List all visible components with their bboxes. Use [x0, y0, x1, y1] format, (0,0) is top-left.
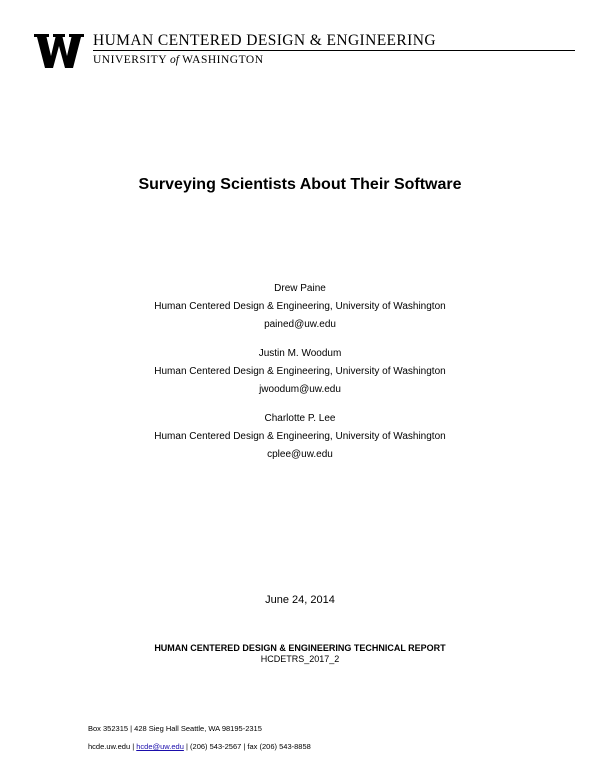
report-series	[0, 643, 600, 665]
footer-phone-fax: | (206) 543-2567 | fax (206) 543-8858	[183, 742, 311, 751]
footer-contact-line	[88, 738, 311, 756]
author-affiliation: Human Centered Design & Engineering, University of Washington	[154, 366, 446, 377]
author-email: jwoodum@uw.edu	[259, 384, 341, 395]
footer-email-link[interactable]: hcde@uw.edu	[136, 742, 184, 751]
university-name	[93, 54, 264, 66]
author-block	[0, 345, 600, 399]
footer-separator: |	[130, 742, 137, 751]
university-name-of: of	[169, 54, 179, 66]
author-name: Charlotte P. Lee	[264, 413, 336, 424]
report-series-label: HUMAN CENTERED DESIGN & ENGINEERING TECHNICAL REPORT	[154, 643, 446, 653]
author-affiliation: Human Centered Design & Engineering, University of Washington	[154, 301, 446, 312]
author-email: cplee@uw.edu	[267, 449, 333, 460]
report-number: HCDETRS_2017_2	[260, 654, 340, 664]
report-title: Surveying Scientists About Their Software	[138, 176, 462, 193]
university-name-post: WASHINGTON	[182, 54, 264, 66]
author-email: pained@uw.edu	[264, 319, 336, 330]
author-list	[0, 280, 600, 475]
header-divider	[93, 50, 575, 51]
author-name: Drew Paine	[274, 283, 326, 294]
uw-w-logo	[34, 34, 84, 68]
author-name: Justin M. Woodum	[258, 348, 342, 359]
footer-website: hcde.uw.edu	[88, 742, 131, 751]
footer-address: Box 352315 | 428 Sieg Hall Seattle, WA 98195-2315	[88, 724, 262, 733]
author-block	[0, 410, 600, 464]
report-date: June 24, 2014	[265, 594, 335, 606]
university-name-pre: UNIVERSITY	[93, 54, 167, 66]
department-name: HUMAN CENTERED DESIGN & ENGINEERING	[93, 32, 436, 49]
page-footer	[88, 720, 311, 756]
author-affiliation: Human Centered Design & Engineering, University of Washington	[154, 431, 446, 442]
author-block	[0, 280, 600, 334]
